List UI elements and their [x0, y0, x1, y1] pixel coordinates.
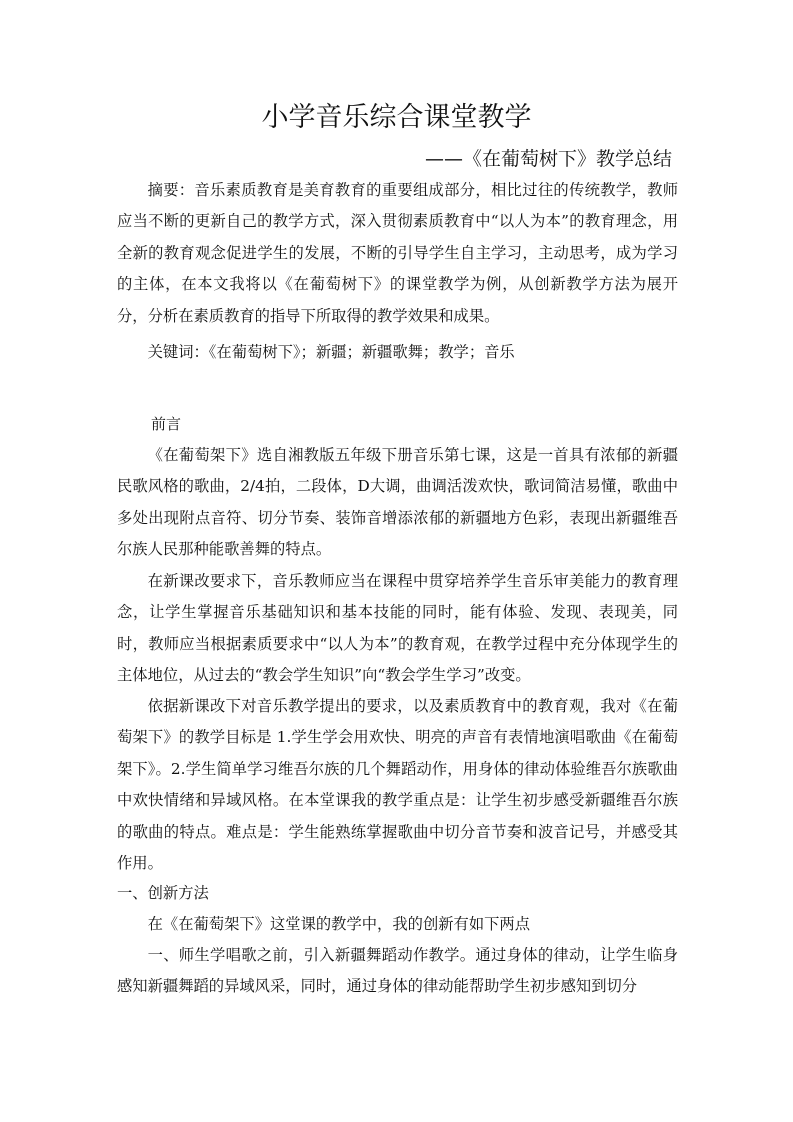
preface-paragraph-2: 在新课改要求下，音乐教师应当在课程中贯穿培养学生音乐审美能力的教育理念，让学生掌握音乐基础知识和基本技能的同时，能有体验、发现、表现美，同时，教师应当根据素质要求中“以人为本”的教育观，在教学过程中充分体现学生的主体地位，从过去的“教会学生知识”向“教会学生学习”改变。: [117, 572, 678, 685]
document-subtitle: ——《在葡萄树下》教学总结: [424, 148, 672, 170]
section-1-heading: 一、创新方法: [117, 884, 209, 902]
section-1-paragraph-1: 在《在葡萄架下》这堂课的教学中，我的创新有如下两点: [147, 915, 531, 933]
document-title: 小学音乐综合课堂教学: [261, 102, 532, 133]
preface-paragraph-3: 依据新课改下对音乐教学提出的要求，以及素质教育中的教育观，我对《在葡萄架下》的教学目标是 1.学生学会用欢快、明亮的声音有表情地演唱歌曲《在葡萄架下》。2.学生简单学习维吾尔族的几个舞蹈动作，用身体的律动体验维吾尔族歌曲中欢快情绪和异域风格。在本堂课我的教学重点是：让学生初步感受新疆维吾尔族的歌曲的特点。难点是：学生能熟练掌握歌曲中切分音节奏和波音记号，并感受其作用。: [117, 697, 678, 873]
preface-heading: 前言: [151, 415, 182, 433]
preface-paragraph-1: 《在葡萄架下》选自湘教版五年级下册音乐第七课，这是一首具有浓郁的新疆民歌风格的歌曲，2/4拍，二段体，D大调，曲调活泼欢快，歌词简洁易懂，歌曲中多处出现附点音符、切分节奏、装饰音增添浓郁的新疆地方色彩，表现出新疆维吾尔族人民那种能歌善舞的特点。: [117, 446, 678, 559]
keywords-line: 关键词：《在葡萄树下》；新疆；新疆歌舞；教学；音乐: [147, 343, 515, 361]
abstract-paragraph: 摘要：音乐素质教育是美育教育的重要组成部分，相比过往的传统教学，教师应当不断的更新自己的教学方式，深入贯彻素质教育中“以人为本”的教育理念，用全新的教育观念促进学生的发展，不断的引导学生自主学习，主动思考，成为学习的主体，在本文我将以《在葡萄树下》的课堂教学为例，从创新教学方法为展开分，分析在素质教育的指导下所取得的教学效果和成果。: [117, 181, 678, 325]
section-1-paragraph-2: 一、师生学唱歌之前，引入新疆舞蹈动作教学。通过身体的律动，让学生临身感知新疆舞蹈的异域风采，同时，通过身体的律动能帮助学生初步感知到切分: [117, 946, 678, 996]
